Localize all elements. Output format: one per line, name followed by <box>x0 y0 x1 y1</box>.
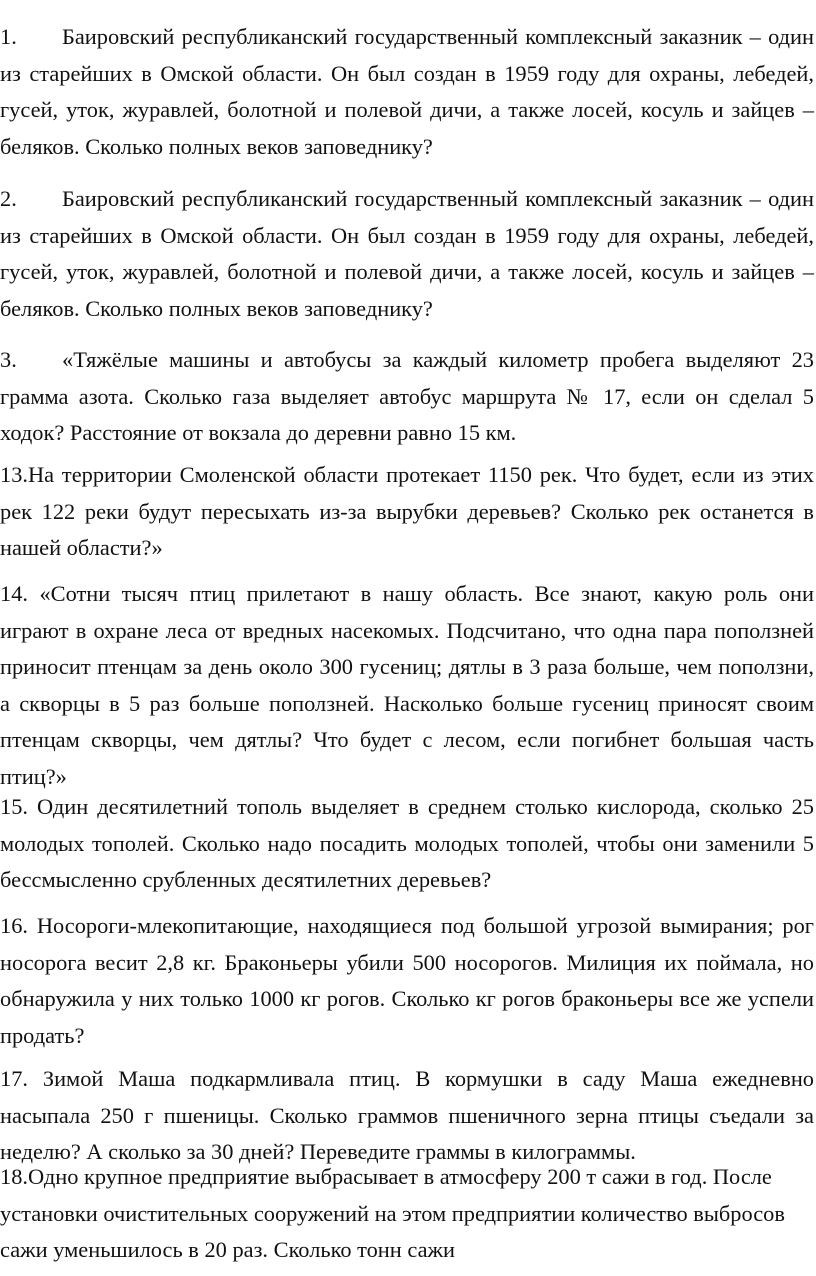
task-14: 14. «Сотни тысяч птиц прилетают в нашу область. Все знают, какую роль они играют в охране леса от вредных насекомых. Подсчитано, что одна пара поползней приносит птенцам за день около 300 гусениц; дятлы в 3 раза больше, чем поползни, а скворцы в 5 раз больше поползней. Насколько больше гусениц приносят своим птенцам скворцы, чем дятлы? Что будет с лесом, если погибнет большая часть птиц?» <box>0 581 814 789</box>
task-1-number: 1. <box>0 24 17 49</box>
task-3-number: 3. <box>0 347 17 372</box>
task-2-text: Баировский республиканский государственный комплексный заказник – один из старейших в Омской области. Он был создан в 1959 году для охраны, лебедей, гусей, уток, журавлей, болотной и полевой дичи, а также лосей, косуль и зайцев – беляков. Сколько полных веков заповеднику? <box>0 186 814 321</box>
task-3 <box>0 342 814 452</box>
task-1-text: Баировский республиканский государственный комплексный заказник – один из старейших в Омской области. Он был создан в 1959 году для охраны, лебедей, гусей, уток, журавлей, болотной и полевой дичи, а также лосей, косуль и зайцев – беляков. Сколько полных веков заповеднику? <box>0 24 814 159</box>
task-2-number: 2. <box>0 186 17 211</box>
task-15: 15. Один десятилетний тополь выделяет в среднем столько кислорода, сколько 25 молодых тополей. Сколько надо посадить молодых тополей, чтобы они заменили 5 бессмысленно срубленных десятилетних деревьев? <box>0 794 814 893</box>
task-2 <box>0 181 814 327</box>
task-17: 17. Зимой Маша подкармливала птиц. В кормушки в саду Маша ежедневно насыпала 250 г пшеницы. Сколько граммов пшеничного зерна птицы съедали за неделю? А сколько за 30 дней? Переведите граммы в килограммы. <box>0 1066 814 1165</box>
task-3-text: «Тяжёлые машины и автобусы за каждый километр пробега выделяют 23 грамма азота. Сколько газа выделяет автобус маршрута № 17, если он сделал 5 ходок? Расстояние от вокзала до деревни равно 15 км. <box>0 347 814 446</box>
task-1 <box>0 19 814 165</box>
task-18: 18.Одно крупное предприятие выбрасывает в атмосферу 200 т сажи в год. После установки очистительных сооружений на этом предприятии количество выбросов сажи уменьшилось в 20 раз. Сколько тонн сажи <box>0 1164 785 1263</box>
task-13: 13.На территории Смоленской области протекает 1150 рек. Что будет, если из этих рек 122 реки будут пересыхать из-за вырубки деревьев? Сколько рек останется в нашей области?» <box>0 462 814 561</box>
task-16: 16. Носороги-млекопитающие, находящиеся под большой угрозой вымирания; рог носорога весит 2,8 кг. Браконьеры убили 500 носорогов. Милиция их поймала, но обнаружила у них только 1000 кг рогов. Сколько кг рогов браконьеры все же успели продать? <box>0 913 814 1048</box>
